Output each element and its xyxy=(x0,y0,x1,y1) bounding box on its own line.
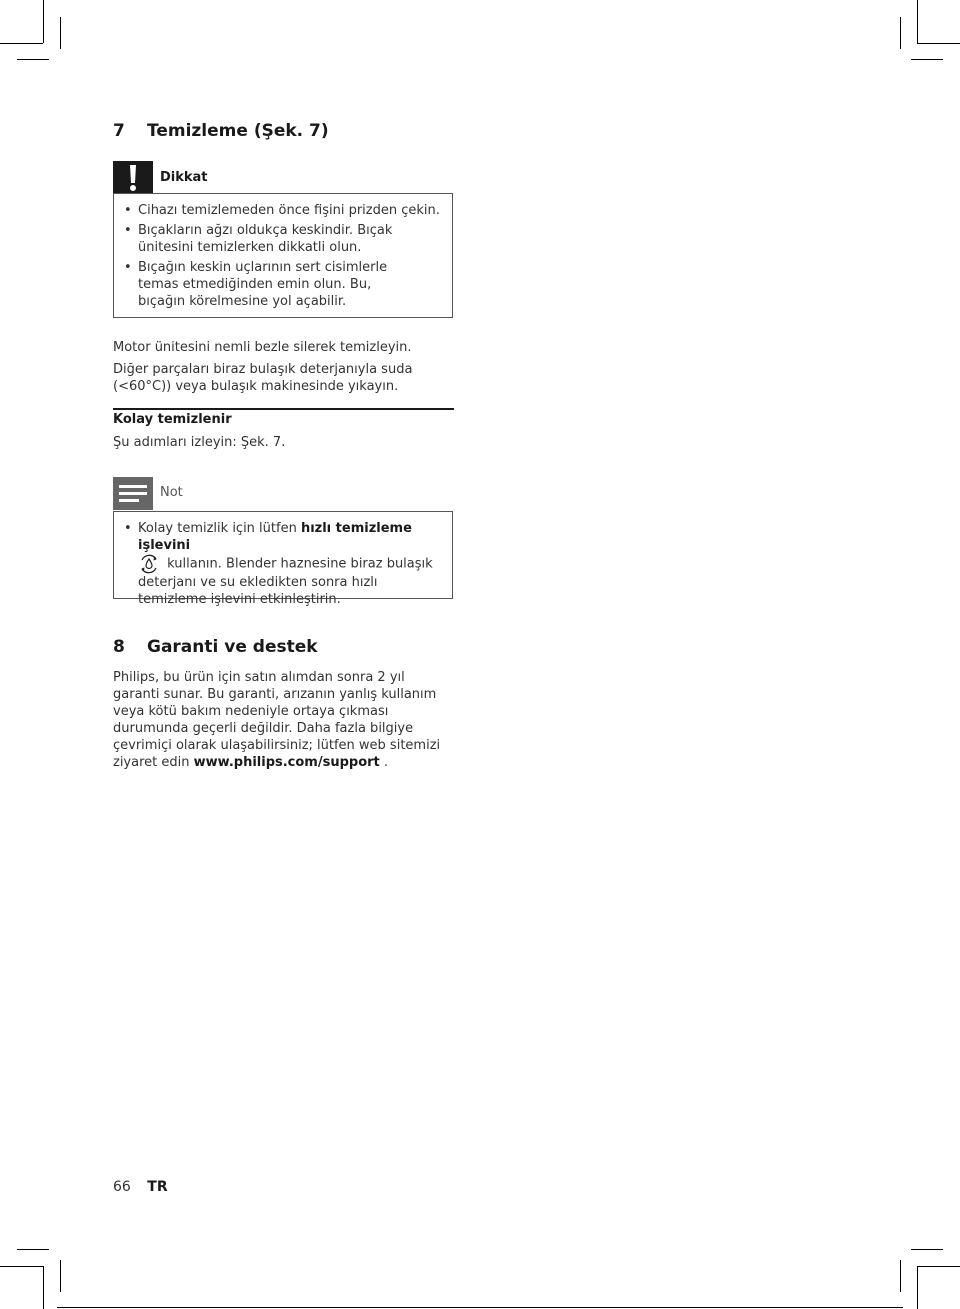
crop-mark xyxy=(917,1266,918,1309)
crop-mark xyxy=(917,43,960,44)
crop-mark xyxy=(0,43,43,44)
cleaning-paragraph-1: Motor ünitesini nemli bezle silerek temizleyin. xyxy=(113,340,412,355)
list-item: • Bıçağın keskin uçlarının sert cisimlerle temas etmediğinden emin olun. Bu, bıçağın körelmesine yol açabilir. xyxy=(122,259,444,310)
crop-mark xyxy=(43,1266,44,1309)
warranty-paragraph xyxy=(113,669,443,771)
crop-mark xyxy=(900,17,901,49)
caution-box xyxy=(113,193,453,318)
bottom-rule xyxy=(57,1307,903,1308)
language-code: TR xyxy=(147,1179,168,1195)
section-title-text: Garanti ve destek xyxy=(147,637,318,657)
easyclean-rule xyxy=(113,408,454,410)
crop-mark xyxy=(60,1260,61,1292)
list-item: • Cihazı temizlemeden önce fişini prizden çekin. xyxy=(122,202,444,219)
warranty-end: . xyxy=(379,755,389,770)
note-text-suffix: kullanın. Blender haznesine biraz bulaşık deterjanı ve su ekledikten sonra hızlı temizleme işlevini etkinleştirin. xyxy=(138,556,433,607)
section-number: 7 xyxy=(113,121,125,141)
list-item xyxy=(122,520,444,608)
quick-clean-drop-icon xyxy=(138,554,160,574)
easyclean-text: Şu adımları izleyin: Şek. 7. xyxy=(113,435,286,450)
crop-mark xyxy=(17,59,49,60)
crop-mark xyxy=(43,0,44,43)
caution-label: Dikkat xyxy=(160,170,208,185)
note-box xyxy=(113,511,453,607)
note-text-prefix: Kolay temizlik için lütfen xyxy=(138,521,301,536)
easyclean-heading: Kolay temizlenir xyxy=(113,412,232,427)
note-badge xyxy=(113,477,153,510)
crop-mark xyxy=(917,1266,960,1267)
note-text-bold: hızlı temizleme işlevini xyxy=(138,521,412,553)
note-lines-icon xyxy=(119,484,147,504)
caution-badge xyxy=(113,161,153,194)
support-link[interactable]: www.philips.com/support xyxy=(193,755,380,770)
note-label: Not xyxy=(160,485,183,500)
crop-mark xyxy=(911,59,943,60)
crop-mark xyxy=(60,17,61,49)
section-8-title xyxy=(113,637,318,657)
section-7-title xyxy=(113,121,329,141)
page-footer xyxy=(113,1179,168,1195)
warranty-text: Philips, bu ürün için satın alımdan sonra 2 yıl garanti sunar. Bu garanti, arızanın yanlış kullanım veya kötü bakım nedeniyle ortaya çıkması durumunda geçerli değildir. Daha fazla bilgiye çevrimiçi olarak ulaşabilirsiniz; lütfen web sitemizi ziyaret edin xyxy=(113,670,441,770)
exclamation-icon xyxy=(127,164,139,192)
page-number: 66 xyxy=(113,1179,131,1195)
list-item: • Bıçakların ağzı oldukça keskindir. Bıçak ünitesini temizlerken dikkatli olun. xyxy=(122,222,444,256)
section-number: 8 xyxy=(113,637,125,657)
caution-list xyxy=(122,202,444,310)
section-title-text: Temizleme (Şek. 7) xyxy=(147,121,329,141)
crop-mark xyxy=(917,0,918,43)
crop-mark xyxy=(17,1249,49,1250)
crop-mark xyxy=(0,1266,43,1267)
cleaning-paragraph-2: Diğer parçaları biraz bulaşık deterjanıyla suda (<60°C)) veya bulaşık makinesinde yıkayın. xyxy=(113,362,413,394)
crop-mark xyxy=(911,1249,943,1250)
crop-mark xyxy=(900,1260,901,1292)
note-list xyxy=(122,520,444,608)
